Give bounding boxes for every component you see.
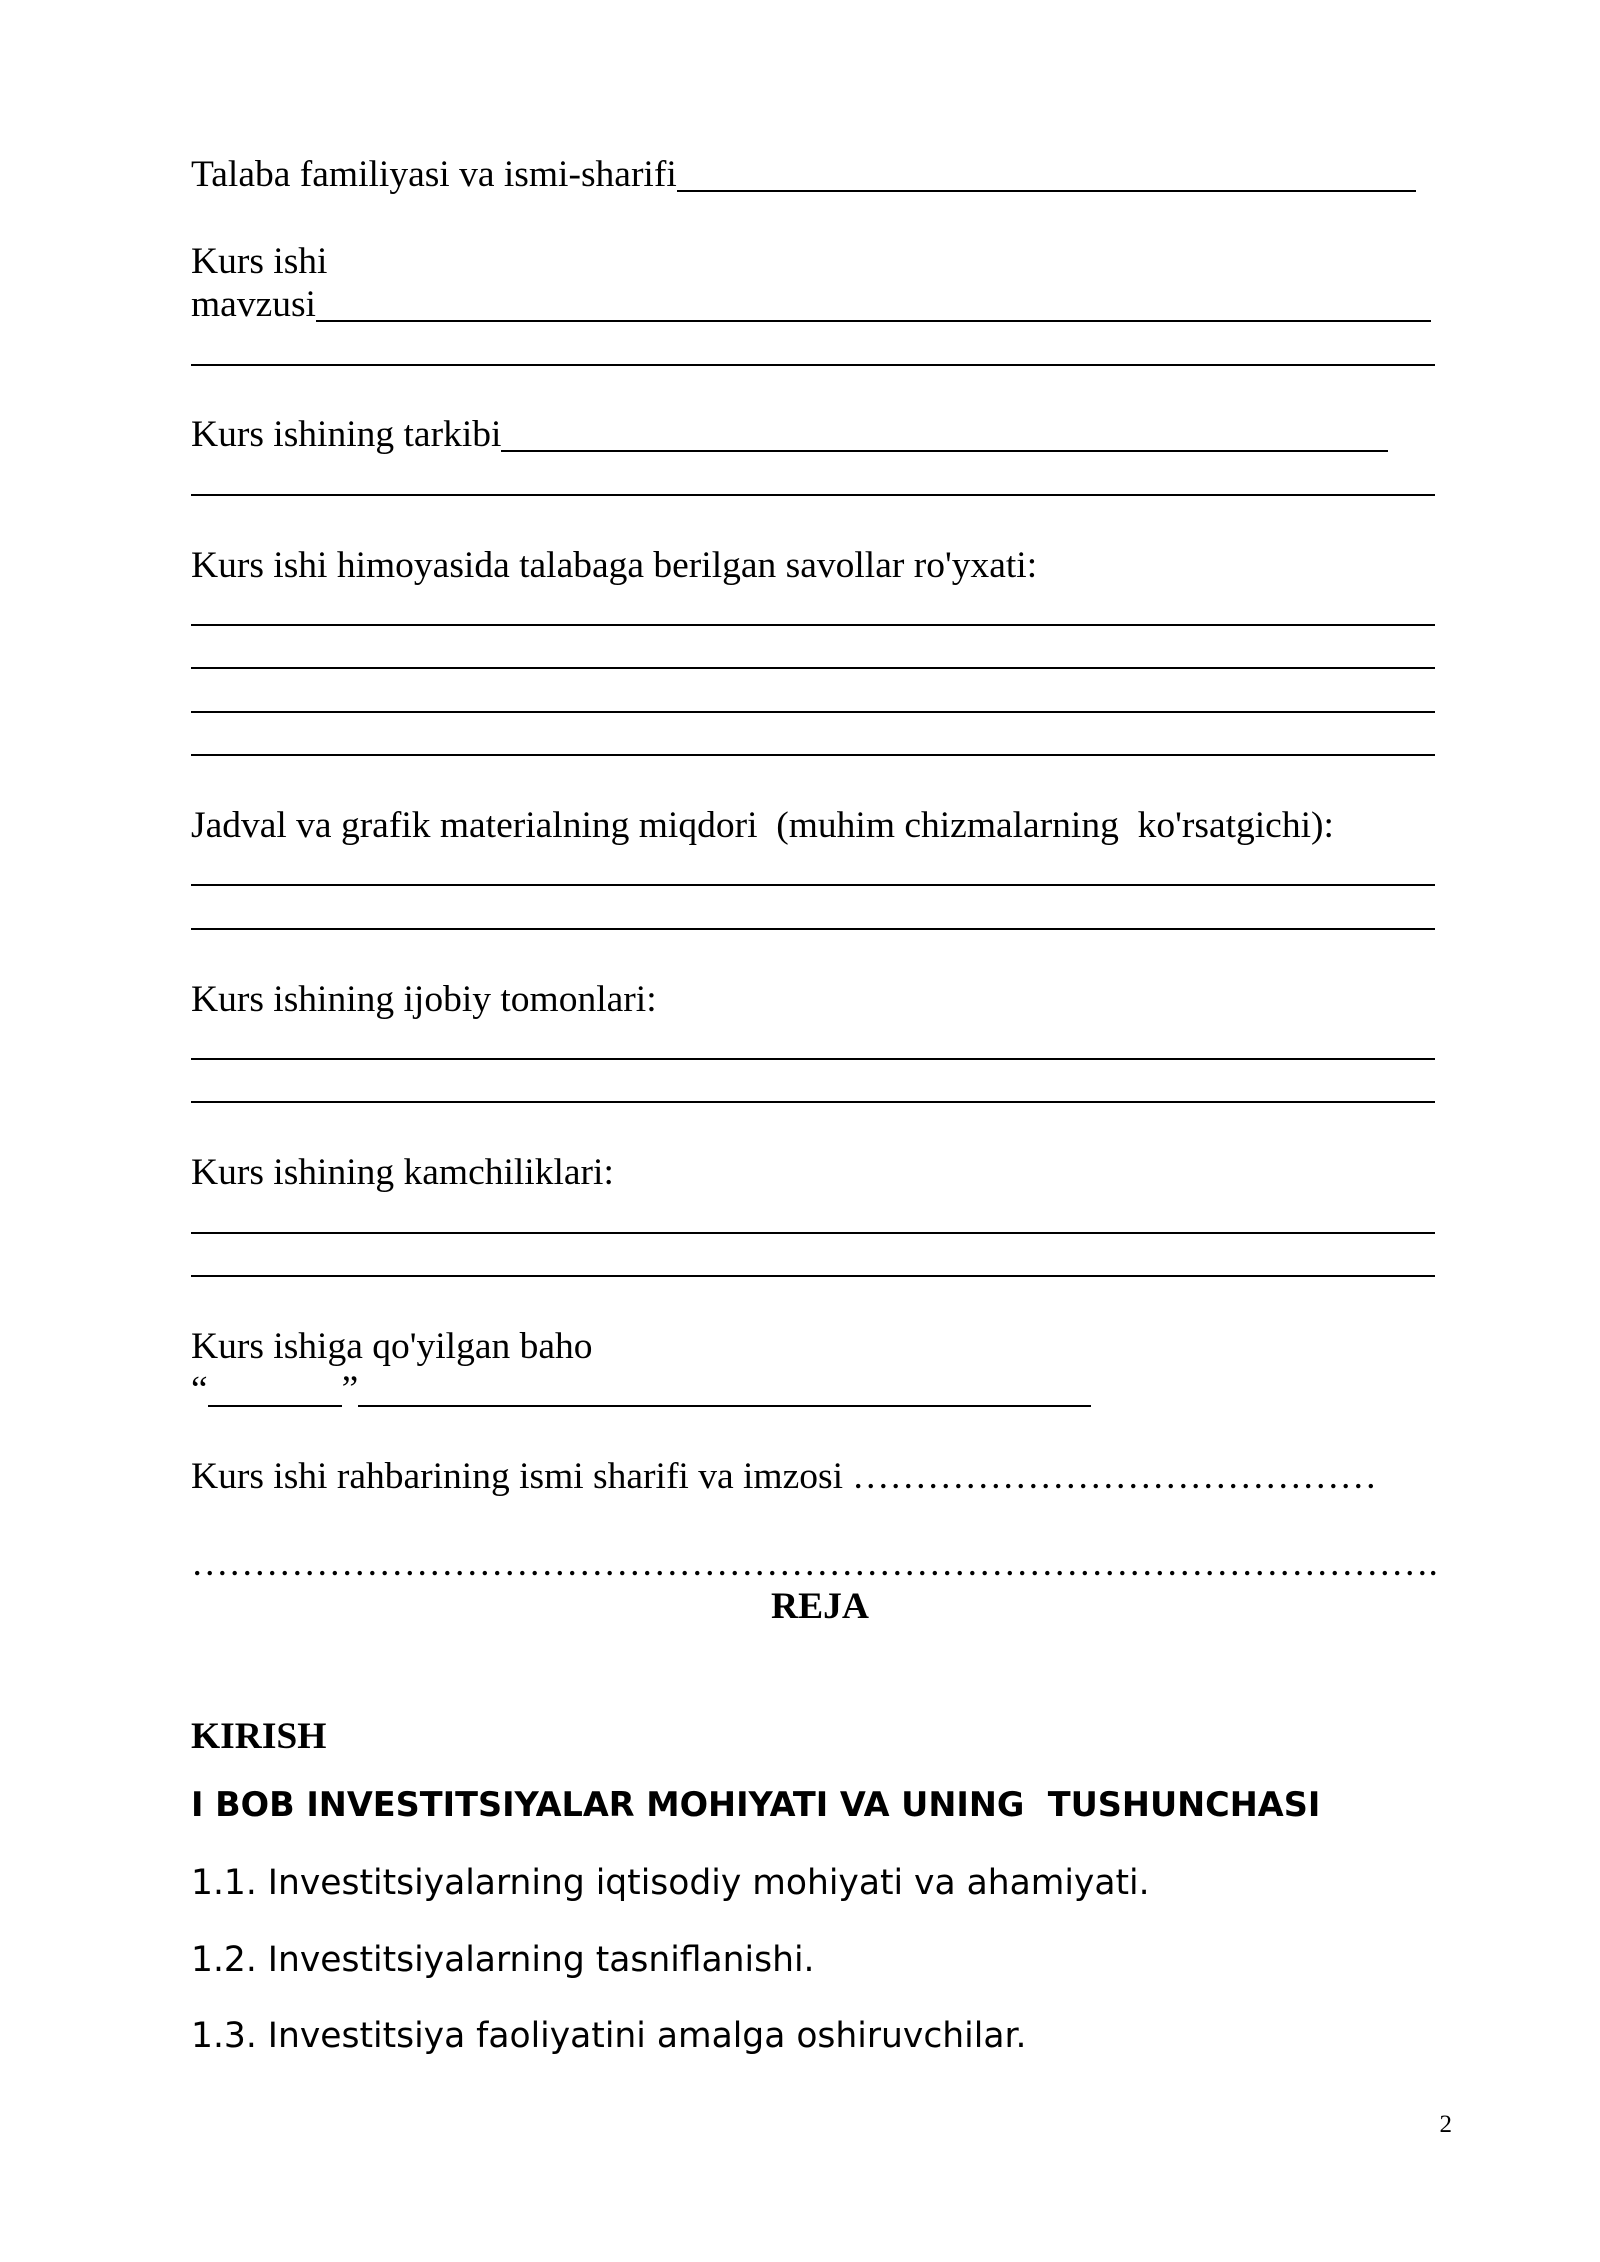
questions-blank-line — [191, 711, 1435, 713]
grade-row — [191, 1368, 1091, 1411]
structure-label: Kurs ishining tarkibi — [191, 414, 502, 455]
student-name-row — [191, 153, 1416, 196]
supervisor-row — [191, 1455, 1435, 1498]
page-number: 2 — [1439, 2111, 1452, 2138]
weaknesses-blank-line — [191, 1232, 1435, 1234]
topic-blank-line — [316, 283, 1431, 322]
structure-blank-line-2 — [191, 494, 1435, 496]
weaknesses-blank-line — [191, 1275, 1435, 1277]
topic-row — [191, 283, 1431, 326]
section-item: 1.2. Investitsiyalarning tasniflanishi. — [191, 1940, 815, 1980]
weaknesses-label: Kurs ishining kamchiliklari: — [191, 1152, 614, 1193]
supervisor-label: Kurs ishi rahbarining ismi sharifi va imzosi — [191, 1456, 843, 1497]
section-item: 1.1. Investitsiyalarning iqtisodiy mohiyati va ahamiyati. — [191, 1863, 1150, 1903]
strengths-label: Kurs ishining ijobiy tomonlari: — [191, 979, 657, 1020]
materials-blank-line — [191, 928, 1435, 930]
intro-heading: KIRISH — [191, 1716, 327, 1757]
questions-blank-line — [191, 754, 1435, 756]
student-name-label: Talaba familiyasi va ismi-sharifi — [191, 154, 677, 195]
questions-blank-line — [191, 667, 1435, 669]
grade-label: Kurs ishiga qo'yilgan baho — [191, 1326, 593, 1367]
topic-blank-line-2 — [191, 364, 1435, 366]
supervisor-signature-dots: …………………………………… — [851, 1456, 1377, 1497]
grade-blank — [208, 1368, 342, 1407]
topic-label: Kurs ishi — [191, 241, 328, 282]
structure-row — [191, 413, 1388, 456]
grade-open-quote: “ — [191, 1369, 208, 1410]
plan-title: REJA — [771, 1586, 869, 1627]
student-name-blank-line — [677, 153, 1416, 192]
section-item: 1.3. Investitsiya faoliyatini amalga oshiruvchilar. — [191, 2016, 1027, 2056]
grade-close-quote: ” — [341, 1369, 359, 1410]
strengths-blank-line — [191, 1101, 1435, 1103]
structure-blank-line — [501, 413, 1388, 452]
grade-words-blank-line — [358, 1368, 1091, 1407]
signature-dots-line: ………………………………………………………………………………………. — [191, 1543, 1438, 1584]
questions-label: Kurs ishi himoyasida talabaga berilgan savollar ro'yxati: — [191, 545, 1038, 586]
materials-blank-line — [191, 884, 1435, 886]
chapter-heading: I BOB INVESTITSIYALAR MOHIYATI VA UNING TUSHUNCHASI — [191, 1785, 1321, 1824]
materials-label: Jadval va grafik materialning miqdori (muhim chizmalarning ko'rsatgichi): — [191, 805, 1334, 846]
strengths-blank-line — [191, 1058, 1435, 1060]
topic-label-continued: mavzusi — [191, 284, 316, 325]
questions-blank-line — [191, 624, 1435, 626]
